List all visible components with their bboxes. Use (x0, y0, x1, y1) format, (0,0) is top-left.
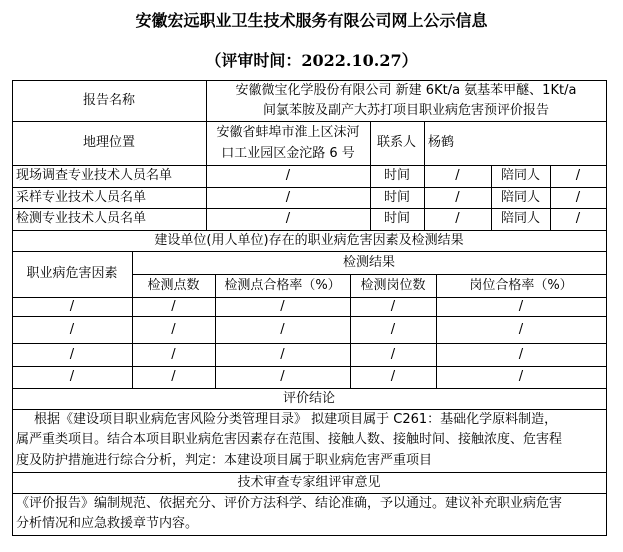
staff-row-time-value: / (455, 189, 460, 205)
staff-row-label: 采样专业技术人员名单 (16, 189, 147, 205)
staff-row-time-label: 时间 (383, 211, 410, 226)
table-rule (12, 535, 607, 536)
staff-row-names: / (285, 168, 291, 183)
results-column-header: 检测点合格率（%） (224, 277, 341, 293)
staff-row-escort-label: 陪同人 (500, 168, 540, 183)
expert-title: 技术审查专家组评审意见 (237, 474, 381, 490)
hazard-table-cell: / (518, 321, 524, 337)
staff-row-escort-label: 陪同人 (500, 189, 540, 205)
hazard-table-cell: / (390, 346, 396, 362)
conclusion-line-1: 根据《建设项目职业病危害风险分类管理目录》 拟建项目属于 C261：基础化学原料制造， (34, 412, 558, 427)
hazard-table-cell: / (390, 321, 396, 337)
page-title: 安徽宏远职业卫生技术服务有限公司网上公示信息 (135, 11, 488, 30)
conclusion-title: 评价结论 (282, 390, 335, 406)
hazard-table-cell: / (69, 321, 75, 337)
location-value-line1: 安徽省蚌埠市淮上区沫河 (216, 124, 360, 140)
hazard-factor-header: 职业病危害因素 (26, 266, 118, 281)
hazard-table-cell: / (280, 298, 285, 314)
staff-row-label: 现场调查专业技术人员名单 (16, 168, 173, 183)
staff-row-label: 检测专业技术人员名单 (16, 211, 147, 226)
staff-row-time-value: / (455, 168, 460, 183)
hazard-table-cell: / (280, 369, 285, 384)
staff-row-escort-value: / (575, 168, 581, 183)
hazard-table-cell: / (69, 298, 75, 314)
hazard-section-title: 建设单位(用人单位)存在的职业病危害因素及检测结果 (154, 232, 464, 248)
location-value-line2: 口工业园区金沱路 6 号 (221, 145, 355, 161)
expert-line-1: 《评价报告》编制规范、依据充分、评价方法科学、结论准确，予以通过。建议补充职业病危害 (16, 496, 563, 511)
hazard-table-cell: / (518, 346, 524, 362)
staff-row-names: / (285, 211, 291, 226)
staff-row-escort-label: 陪同人 (500, 211, 540, 226)
hazard-table-cell: / (171, 369, 176, 384)
hazard-table-cell: / (69, 346, 75, 362)
hazard-table-cell: / (518, 298, 524, 314)
results-header: 检测结果 (342, 254, 395, 270)
expert-line-2: 分析情况和应急救援章节内容。 (16, 516, 199, 531)
review-date: （评审时间：2022.10.27） (205, 51, 418, 70)
hazard-table-cell: / (171, 346, 176, 362)
hazard-table-cell: / (280, 346, 285, 362)
hazard-table-cell: / (171, 298, 176, 314)
table-rule (606, 80, 607, 536)
hazard-table-cell: / (280, 321, 285, 337)
staff-row-names: / (285, 189, 291, 205)
hazard-table-cell: / (171, 321, 176, 337)
hazard-table-cell: / (390, 369, 396, 384)
conclusion-line-3: 度及防护措施进行综合分析，判定：本建设项目属于职业病危害严重项目 (16, 453, 433, 468)
hazard-table-cell: / (69, 369, 75, 384)
results-column-header: 岗位合格率（%） (469, 277, 573, 293)
hazard-table-cell: / (518, 369, 524, 384)
staff-row-time-value: / (455, 211, 460, 226)
location-label: 地理位置 (82, 135, 135, 150)
staff-row-time-label: 时间 (383, 168, 410, 183)
results-column-header: 检测点数 (147, 277, 200, 293)
report-name-value-line1: 安徽微宝化学股份有限公司 新建 6Kt/a 氨基苯甲醚、1Kt/a (235, 83, 577, 98)
report-name-label: 报告名称 (82, 93, 135, 108)
hazard-table-cell: / (390, 298, 396, 314)
staff-row-escort-value: / (575, 189, 581, 205)
contact-value: 杨鹤 (428, 135, 455, 150)
staff-row-time-label: 时间 (383, 189, 410, 205)
report-name-value-line2: 间氯苯胺及副产大苏打项目职业病危害预评价报告 (262, 103, 549, 118)
staff-row-escort-value: / (575, 211, 581, 226)
results-column-header: 检测岗位数 (360, 277, 426, 293)
conclusion-line-2: 属严重类项目。结合本项目职业病危害因素存在范围、接触人数、接触时间、接触浓度、危害程 (16, 432, 563, 447)
contact-label: 联系人 (376, 135, 416, 150)
